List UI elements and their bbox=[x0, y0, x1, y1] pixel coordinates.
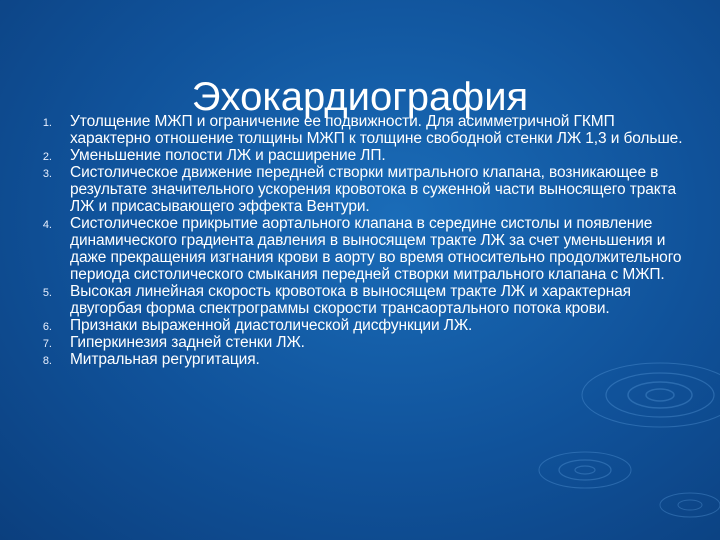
slide-title: Эхокардиография bbox=[191, 74, 529, 119]
item-number: 2. bbox=[42, 151, 52, 163]
list-item bbox=[20, 317, 696, 334]
list-item bbox=[20, 215, 696, 283]
item-text: Систолическое прикрытие аортального клапана в середине систолы и появление динамического градиента давления в выносящем тракте ЛЖ за счет уменьшения и даже прекращения изгнания крови в аорту во время относительно продолжительного периода систолического смыкания передней створки митрального клапана с МЖП. bbox=[70, 215, 682, 283]
item-text: Митральная регургитация. bbox=[70, 351, 260, 368]
item-number: 4. bbox=[42, 219, 52, 231]
item-number: 8. bbox=[42, 355, 52, 367]
item-number: 5. bbox=[42, 287, 52, 299]
item-number: 1. bbox=[42, 117, 52, 129]
list-item bbox=[20, 351, 696, 368]
list-item bbox=[20, 113, 696, 147]
list-item bbox=[20, 283, 696, 317]
item-number: 7. bbox=[42, 338, 52, 350]
item-text: Систолическое движение передней створки митрального клапана, возникающее в результате значительного ускорения кровотока в суженной части выносящего тракта ЛЖ и присасывающего эффекта Вентури. bbox=[70, 164, 676, 215]
item-text: Уменьшение полости ЛЖ и расширение ЛП. bbox=[70, 147, 386, 164]
item-text: Гиперкинезия задней стенки ЛЖ. bbox=[70, 334, 305, 351]
item-text: Признаки выраженной диастолической дисфункции ЛЖ. bbox=[70, 317, 473, 334]
item-text: Высокая линейная скорость кровотока в выносящем тракте ЛЖ и характерная двугорбая форма спектрограммы скорости трансаортального потока крови. bbox=[70, 283, 631, 317]
item-number: 3. bbox=[42, 168, 52, 180]
item-list bbox=[20, 113, 696, 368]
item-number: 6. bbox=[42, 321, 52, 333]
list-item bbox=[20, 334, 696, 351]
list-item bbox=[20, 147, 696, 164]
list-item bbox=[20, 164, 696, 215]
item-text: Утолщение МЖП и ограничение ее подвижности. Для асимметричной ГКМП характерно отношение толщины МЖП к толщине свободной стенки ЛЖ 1,3 и больше. bbox=[70, 113, 683, 147]
